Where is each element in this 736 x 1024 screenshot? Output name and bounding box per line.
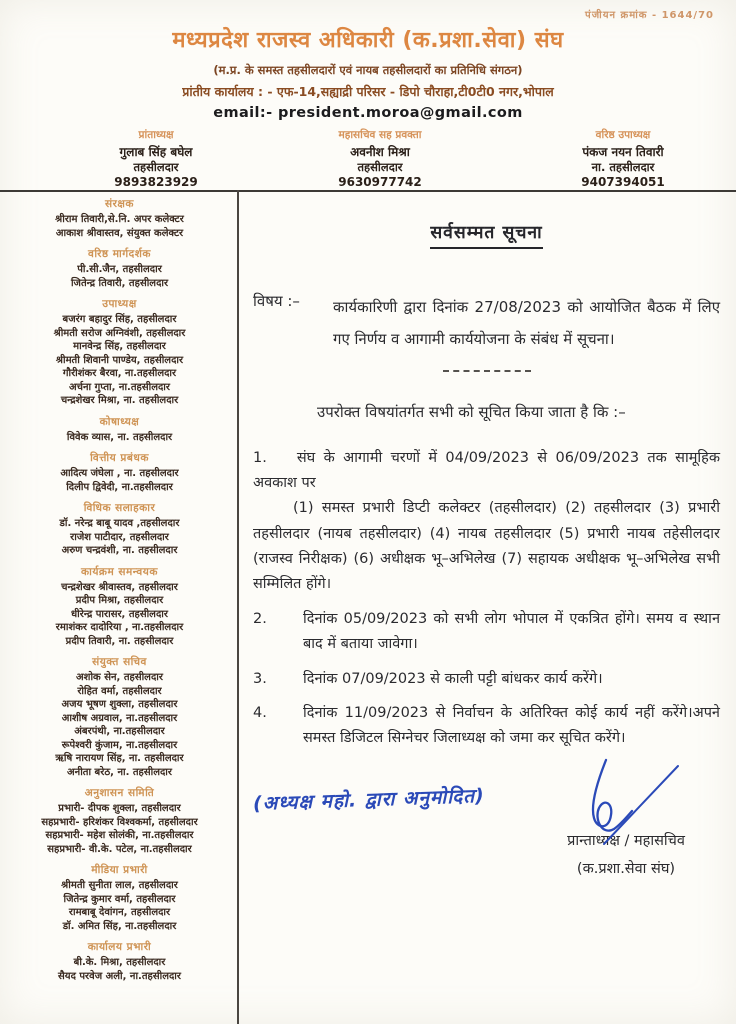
member-name: डॉ. नरेन्द्र बाबू यादव ,तहसीलदार [59,518,180,529]
email-address: email:- president.moroa@gmail.com [213,105,523,121]
section-heading: मीडिया प्रभारी [91,864,148,876]
organization-title: मध्यप्रदेश राजस्व अधिकारी (क.प्रशा.सेवा) संघ [172,28,564,53]
item-1 [253,446,720,497]
sidebar-section [6,786,233,856]
item-3 [253,667,720,692]
section-heading: अनुशासन समिति [84,787,155,799]
official-role: तहसीलदार [133,160,179,175]
dashed-separator [443,370,531,372]
notice-title: सर्वसम्मत सूचना [430,220,542,249]
item-2 [253,607,720,658]
section-heading: कोषाध्यक्ष [99,415,140,428]
member-name: प्रदीप मिश्रा, तहसीलदार [75,595,164,606]
member-name: रमाशंकर दादोरिया , ना.तहसीलदार [55,622,184,633]
section-member-list [6,517,233,558]
sidebar-section [6,247,233,290]
member-name: अशोक सेन, तहसीलदार [76,672,163,683]
subject-label: विषय :– [253,292,300,310]
item-number: 1. [253,449,267,466]
item-number: 2. [253,610,267,627]
organization-subtitle: (म.प्र. के समस्त तहसीलदारों एवं नायब तहसीलदारों का प्रतिनिधि संगठन) [213,63,523,77]
signatory-organization: (क.प्रशा.सेवा संघ) [576,860,676,877]
section-member-list [6,581,233,649]
section-member-list [6,431,233,445]
member-name: सहप्रभारी- महेश सोलंकी, ना.तहसीलदार [45,830,194,841]
member-name: रामबाबू देवांगन, तहसीलदार [68,907,171,918]
item-text: दिनांक 07/09/2023 से काली पट्टी बांधकर कार्य करेंगे। [303,670,603,687]
section-member-list [6,671,233,779]
member-name: आदित्य जंघेला , ना. तहसीलदार [60,468,179,479]
member-name: श्रीमती सरोज अग्निवंशी, तहसीलदार [53,327,186,339]
section-heading: कार्यक्रम समन्वयक [81,565,158,578]
sidebar-section [6,451,233,494]
official-post: महासचिव सह प्रवक्ता [338,129,422,141]
section-member-list [6,956,233,983]
member-name: श्रीमती सुनीता लाल, तहसीलदार [61,880,178,891]
item-number: 3. [253,670,267,687]
notice-body [239,192,736,1024]
item-text: दिनांक 05/09/2023 को सभी लोग भोपाल में एकत्रित होंगे। समय व स्थान बाद में बताया जावेगा। [303,610,720,653]
member-name: बजरंग बहादुर सिंह, तहसीलदार [62,314,177,325]
member-name: गौरीशंकर बैरवा, ना.तहसीलदार [62,368,177,379]
section-heading: संरक्षक [105,198,134,210]
section-member-list [6,263,233,290]
member-name: रूपेश्वरी कुंजाम, ना.तहसीलदार [61,739,178,751]
member-name: सैयद परवेज अली, ना.तहसीलदार [58,970,181,982]
item-number: 4. [253,704,267,721]
member-name: पी.सी.जैन, तहसीलदार [77,264,162,275]
member-name: प्रदीप तिवारी, ना. तहसीलदार [65,635,174,647]
member-name: सहप्रभारी- वी.के. पटेल, ना.तहसीलदार [47,843,192,855]
subject-block [253,291,720,356]
signature-block [532,764,720,878]
member-name: बी.के. मिश्रा, तहसीलदार [73,957,166,968]
subject-text: कार्यकारिणी द्वारा दिनांक 27/08/2023 को आयोजित बैठक में लिए गए निर्णय व आगामी कार्ययोजना के संबंध में सूचना। [333,298,720,349]
section-heading: विधिक सलाहकार [83,502,156,514]
section-member-list [6,802,233,856]
member-name: राजेश पाटीदार, तहसीलदार [70,531,169,543]
section-member-list [6,467,233,494]
office-address: प्रांतीय कार्यालय : - एफ-14,सह्याद्री परिसर - डिपो चौराहा,टी0टी0 नगर,भोपाल [182,84,554,99]
member-name: विवेक व्यास, ना. तहसीलदार [66,431,173,443]
member-name: अरुण चन्द्रवंशी, ना. तहसीलदार [61,545,178,556]
member-name: आकाश श्रीवास्तव, संयुक्त कलेक्टर [55,227,184,239]
member-name: अजय भूषण शुक्ला, तहसीलदार [61,699,178,710]
sidebar-section [6,501,233,558]
section-member-list [6,313,233,408]
office-bearers-sidebar [0,192,237,1024]
sidebar-section [6,415,233,445]
member-name: धीरेन्द्र पारासर, तहसीलदार [71,608,168,620]
member-name: श्रीमती शिवानी पाण्डेय, तहसीलदार [55,354,184,366]
item-4 [253,701,720,752]
member-name: जितेन्द्र तिवारी, तहसीलदार [70,277,169,289]
signatory-title: प्रान्ताध्यक्ष / महासचिव [567,832,685,849]
sidebar-section [6,297,233,408]
member-name: चन्द्रशेखर श्रीवास्तव, तहसीलदार [61,581,178,593]
section-heading: वरिष्ठ मार्गदर्शक [88,248,151,260]
member-name: ऋषि नारायण सिंह, ना. तहसीलदार [55,753,184,764]
official-name: अवनीश मिश्रा [350,144,410,159]
numbered-items [253,446,720,752]
item-text: संघ के आगामी चरणों में 04/09/2023 से 06/09/2023 तक सामूहिक अवकाश पर [253,449,720,491]
member-name: चन्द्रशेखर मिश्रा, ना. तहसीलदार [60,395,179,406]
item-text: दिनांक 11/09/2023 से निर्वाचन के अतिरिक्त कोई कार्य नहीं करेंगे।अपने समस्त डिजिटल सिग्नेचर जिलाध्यक्ष को जमा कर सूचित करेंगे। [303,704,720,747]
sidebar-section [6,940,233,983]
section-heading: वित्तीय प्रबंधक [90,452,149,464]
official-name: गुलाब सिंह बघेल [119,144,193,159]
official-post: वरिष्ठ उपाध्यक्ष [595,129,651,141]
official-phone: 9407394051 [581,175,665,190]
intro-line: उपरोक्त विषयांतर्गत सभी को सूचित किया जाता है कि :– [317,402,626,421]
official-name: पंकज नयन तिवारी [582,144,664,159]
sidebar-section [6,197,233,240]
footer-row [253,764,720,878]
section-heading: संयुक्त सचिव [92,656,147,668]
member-name: श्रीराम तिवारी,से.नि. अपर कलेक्टर [55,214,184,225]
member-name: आशीष अग्रवाल, ना.तहसीलदार [61,712,178,724]
member-name: अनीता बरेठ, ना. तहसीलदार [67,766,172,778]
member-name: अंबरपंथी, ना.तहसीलदार [74,726,165,737]
registration-number: पंजीयन क्रमांक - 1644/70 [585,10,714,21]
section-member-list [6,213,233,240]
official-post: प्रांताध्यक्ष [138,129,174,141]
handwritten-signature [560,756,690,848]
member-name: मानवेन्द्र सिंह, तहसीलदार [73,341,166,352]
handwritten-approval-note: (अध्यक्ष महो. द्वारा अनुमोदित) [252,784,486,815]
official-phone: 9630977742 [338,175,422,190]
sidebar-section [6,655,233,779]
member-name: सहप्रभारी- हरिशंकर विश्वकर्मा, तहसीलदार [41,816,198,828]
section-member-list [6,879,233,933]
member-name: अर्चना गुप्ता, ना.तहसीलदार [69,381,170,393]
section-heading: कार्यालय प्रभारी [87,941,152,953]
official-role: ना. तहसीलदार [591,160,655,175]
official-phone: 9893823929 [114,175,198,190]
member-name: डॉ. अमित सिंह, ना.तहसीलदार [62,920,177,932]
member-name: रोहित वर्मा, तहसीलदार [77,685,162,697]
member-name: जितेन्द्र कुमार वर्मा, तहसीलदार [63,893,176,905]
official-role: तहसीलदार [357,160,403,175]
member-name: दिलीप द्विवेदी, ना.तहसीलदार [66,481,173,493]
member-name: प्रभारी- दीपक शुक्ला, तहसीलदार [58,803,181,814]
sidebar-section [6,565,233,649]
item-1-detail: (1) समस्त प्रभारी डिप्टी कलेक्टर (तहसीलदार) (2) तहसीलदार (3) प्रभारी तहसीलदार (नायब तहसीलदार) (4) नायब तहसीलदार (5) प्रभारी नायब तहेसीलदार (राजस्व निरीक्षक) (6) अधीक्षक भू–अभिलेख (7) सहायक अधीक्षक भू–अभिलेख सभी सम्मिलित होंगे। [253,500,720,593]
section-heading: उपाध्यक्ष [102,298,137,310]
sidebar-section [6,863,233,933]
